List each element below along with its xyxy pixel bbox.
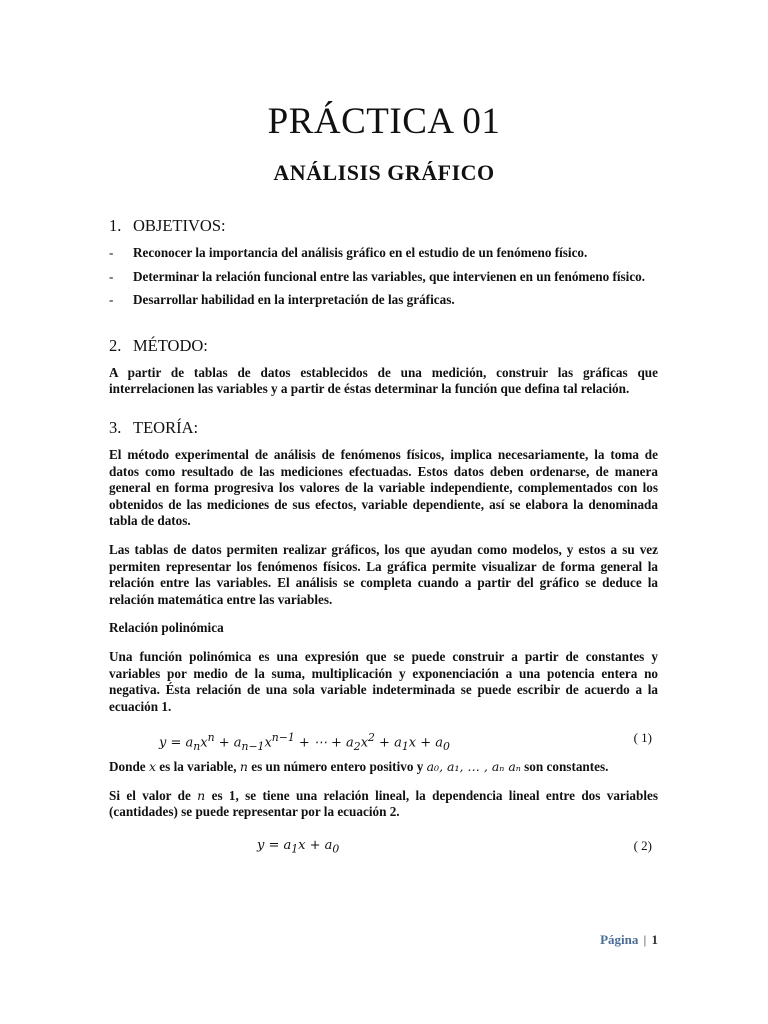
section-title: TEORÍA: xyxy=(133,417,199,437)
page-subtitle: ANÁLISIS GRÁFICO xyxy=(273,160,495,185)
footer-separator: | xyxy=(643,932,647,947)
math-variable: n xyxy=(239,759,248,775)
page-footer xyxy=(600,932,658,948)
section-heading-objetivos xyxy=(109,216,658,236)
teoria-paragraph-5: Si el valor de n es 1, se tiene una relación lineal, la dependencia lineal entre dos variables (cantidades) se puede representar por la ecuación 2. xyxy=(109,787,659,820)
page-title: PRÁCTICA 01 xyxy=(267,101,501,142)
teoria-paragraph-1: El método experimental de análisis de fenómenos físicos, implica necesariamente, la toma de datos como resultado de las mediciones efectuadas. Estos datos deben ordenarse, de manera general en forma progresiva los valores de la variable independiente, complementados con los obtenidos de las mediciones de sus efectos, variable dependiente, así se elabora la denominada tabla de datos. xyxy=(109,446,658,529)
bullet-dash: - xyxy=(109,268,114,284)
section-heading-teoria xyxy=(109,418,658,438)
math-variable: x xyxy=(148,759,156,775)
teoria-paragraph-4: Donde x es la variable, n es un número entero positivo y a₀, a₁, … , aₙ aₙ son constantes. xyxy=(109,759,609,775)
section-number: 1. xyxy=(109,216,122,235)
math-variable: n xyxy=(197,787,206,803)
document-body xyxy=(109,216,658,857)
equation-1-number: ( 1) xyxy=(633,730,652,746)
bullet-dash: - xyxy=(109,245,114,260)
footer-page-label: Página xyxy=(600,932,639,947)
teoria-paragraph-3: Una función polinómica es una expresión que se puede construir a partir de constantes y variables por medio de la suma, multiplicación y exponenciación a una potencia entera no negativa. Ésta relación de una sola variable indeterminada se puede escribir de acuerdo a la ecuación 1. xyxy=(109,648,658,714)
list-item: - Reconocer la importancia del análisis gráfico en el estudio de un fenómeno físico. xyxy=(109,245,588,260)
equation-2-number: ( 2) xyxy=(633,838,652,854)
bullet-dash: - xyxy=(109,292,114,308)
equation-1-expression: $y = a_nx^n + a_{n-1}x^{n-1}$ + ⋯ + $a_2x^2 + a_1x + a_0$ xyxy=(159,731,450,754)
list-item: - Desarrollar habilidad en la interpretación de las gráficas. xyxy=(109,292,455,308)
metodo-paragraph: A partir de tablas de datos establecidos de una medición, construir las gráficas que interrelacionen las variables y a partir de éstas determinar la función que defina tal relación. xyxy=(109,364,658,397)
objectives-list xyxy=(109,245,658,309)
footer-page-number: 1 xyxy=(651,932,658,947)
subsection-heading: Relación polinómica xyxy=(109,620,224,636)
section-title: OBJETIVOS: xyxy=(133,216,226,235)
section-number: 3. xyxy=(109,417,122,437)
section-number: 2. xyxy=(109,335,122,355)
section-title: MÉTODO: xyxy=(133,335,208,355)
equation-1 xyxy=(109,727,658,754)
list-item: - Determinar la relación funcional entre las variables, que intervienen en un fenómeno físico. xyxy=(109,268,646,284)
equation-2-expression: $y = a_1x + a_0$ xyxy=(257,838,340,856)
section-heading-metodo xyxy=(109,336,658,356)
math-constants: a₀, a₁, … , aₙ aₙ xyxy=(426,759,521,775)
teoria-paragraph-2: Las tablas de datos permiten realizar gráficos, los que ayudan como modelos, y estos a su vez permiten representar los fenómenos físicos. La gráfica permite visualizar de forma general la relación entre las variables. El análisis se completa cuando a partir del gráfico se deduce la relación matemática entre las variables. xyxy=(109,541,658,607)
equation-2 xyxy=(109,835,658,857)
